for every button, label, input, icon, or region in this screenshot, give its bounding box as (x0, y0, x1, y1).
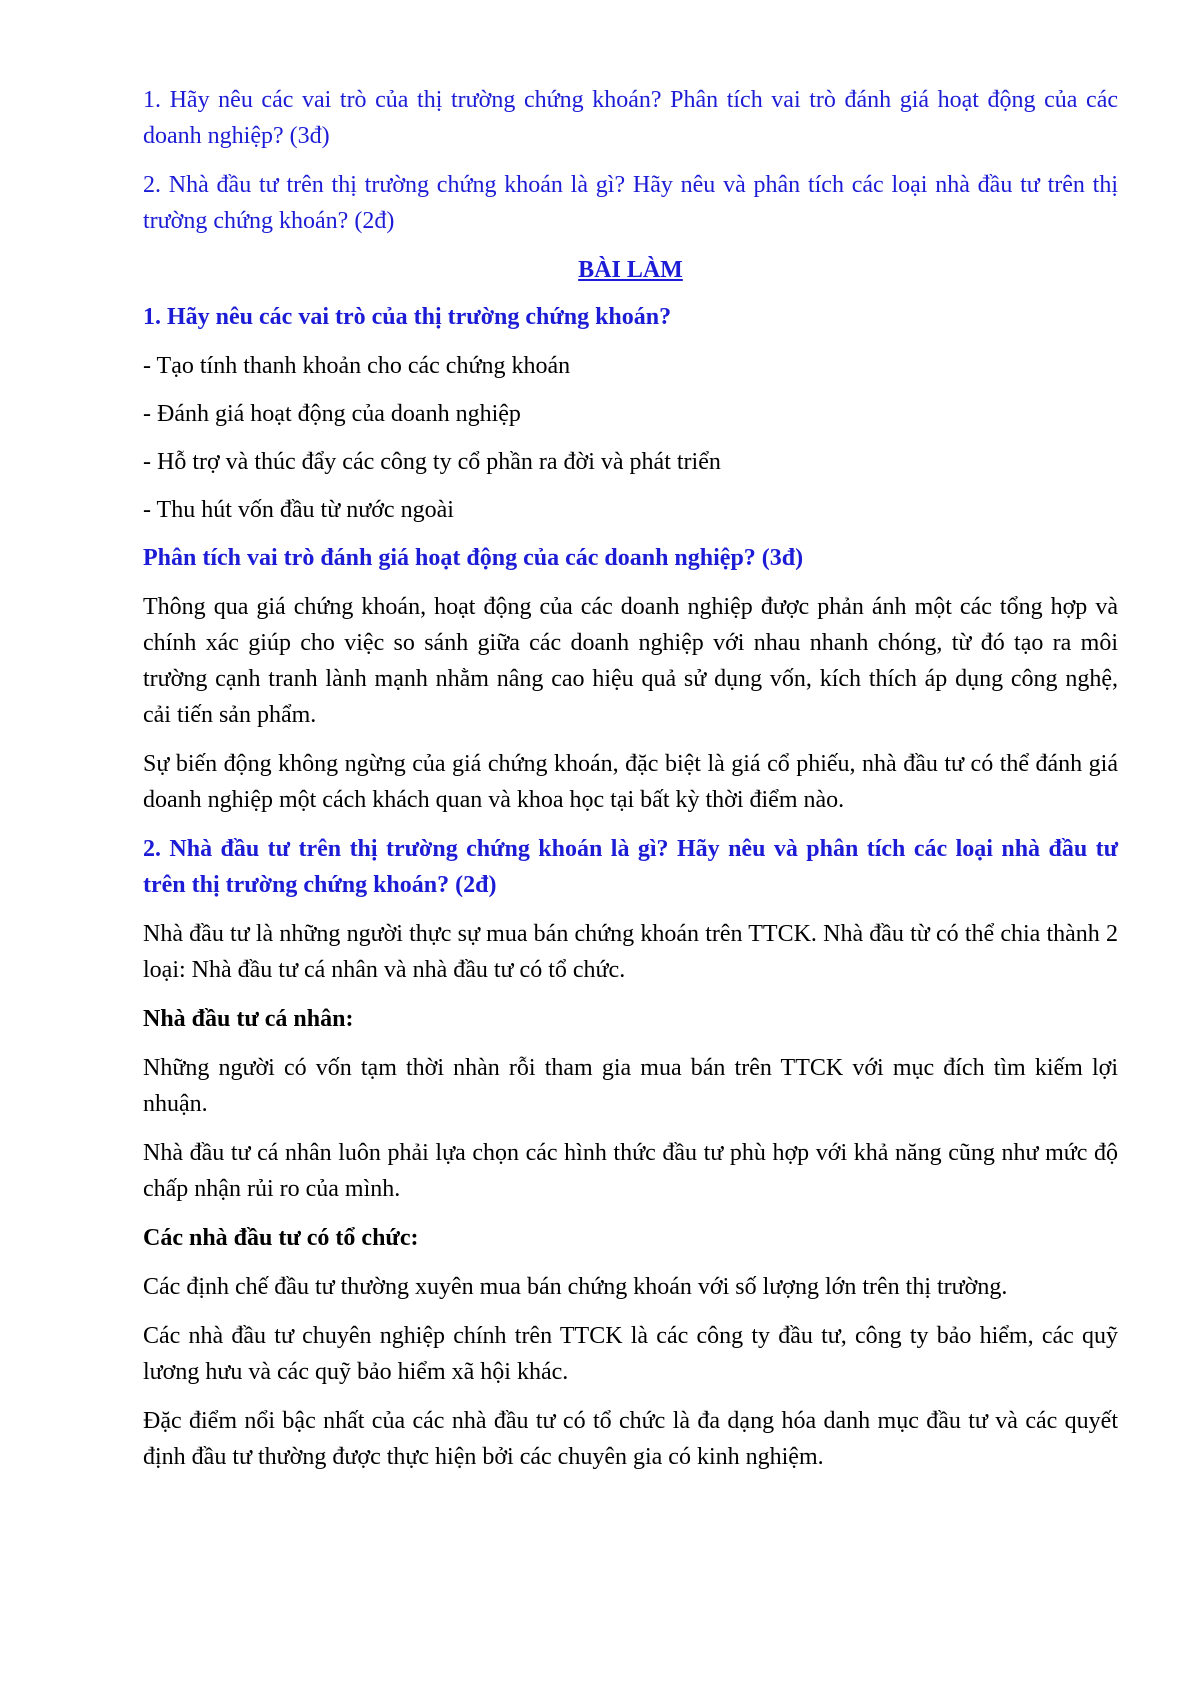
body-paragraph: Thông qua giá chứng khoán, hoạt động của các doanh nghiệp được phản ánh một các tổng hợp và chính xác giúp cho việc so sánh giữa các doanh nghiệp với nhau nhanh chóng, từ đó tạo ra môi trường cạnh tranh lành mạnh nhằm nâng cao hiệu quả sử dụng vốn, kích thích áp dụng công nghệ, cải tiến sản phẩm. (143, 594, 1118, 728)
role-bullet: - Thu hút vốn đầu từ nước ngoài (143, 497, 454, 523)
body-paragraph: Những người có vốn tạm thời nhàn rỗi tham gia mua bán trên TTCK với mục đích tìm kiếm lợi nhuận. (143, 1055, 1118, 1117)
role-bullet: - Đánh giá hoạt động của doanh nghiệp (143, 401, 521, 427)
role-bullet: - Tạo tính thanh khoản cho các chứng khoán (143, 353, 571, 379)
section2-heading: 2. Nhà đầu tư trên thị trường chứng khoán là gì? Hãy nêu và phân tích các loại nhà đầu tư trên thị trường chứng khoán? (2đ) (143, 836, 1118, 898)
section1-subheading: Phân tích vai trò đánh giá hoạt động của các doanh nghiệp? (3đ) (143, 545, 804, 571)
section2-intro: Nhà đầu tư là những người thực sự mua bán chứng khoán trên TTCK. Nhà đầu từ có thể chia thành 2 loại: Nhà đầu tư cá nhân và nhà đầu tư có tổ chức. (143, 921, 1118, 983)
body-paragraph: Nhà đầu tư cá nhân luôn phải lựa chọn các hình thức đầu tư phù hợp với khả năng cũng như mức độ chấp nhận rủi ro của mình. (143, 1140, 1118, 1202)
individual-investor-heading: Nhà đầu tư cá nhân: (143, 1006, 354, 1032)
document-page (143, 82, 1118, 1488)
body-paragraph: Sự biến động không ngừng của giá chứng khoán, đặc biệt là giá cổ phiếu, nhà đầu tư có thể đánh giá doanh nghiệp một cách khách quan và khoa học tại bất kỳ thời điểm nào. (143, 751, 1118, 813)
institutional-investor-heading: Các nhà đầu tư có tổ chức: (143, 1225, 419, 1251)
body-paragraph: Đặc điểm nổi bậc nhất của các nhà đầu tư có tổ chức là đa dạng hóa danh mục đầu tư và các quyết định đầu tư thường được thực hiện bởi các chuyên gia có kinh nghiệm. (143, 1408, 1118, 1470)
document-title: BÀI LÀM (578, 257, 683, 283)
question-1: 1. Hãy nêu các vai trò của thị trường chứng khoán? Phân tích vai trò đánh giá hoạt động của các doanh nghiệp? (3đ) (143, 87, 1118, 149)
body-paragraph: Các nhà đầu tư chuyên nghiệp chính trên TTCK là các công ty đầu tư, công ty bảo hiểm, các quỹ lương hưu và các quỹ bảo hiểm xã hội khác. (143, 1323, 1118, 1385)
body-paragraph: Các định chế đầu tư thường xuyên mua bán chứng khoán với số lượng lớn trên thị trường. (143, 1274, 1008, 1300)
question-2: 2. Nhà đầu tư trên thị trường chứng khoán là gì? Hãy nêu và phân tích các loại nhà đầu tư trên thị trường chứng khoán? (2đ) (143, 172, 1118, 234)
role-bullet: - Hỗ trợ và thúc đẩy các công ty cổ phần ra đời và phát triển (143, 449, 721, 475)
section1-heading: 1. Hãy nêu các vai trò của thị trường chứng khoán? (143, 304, 672, 330)
